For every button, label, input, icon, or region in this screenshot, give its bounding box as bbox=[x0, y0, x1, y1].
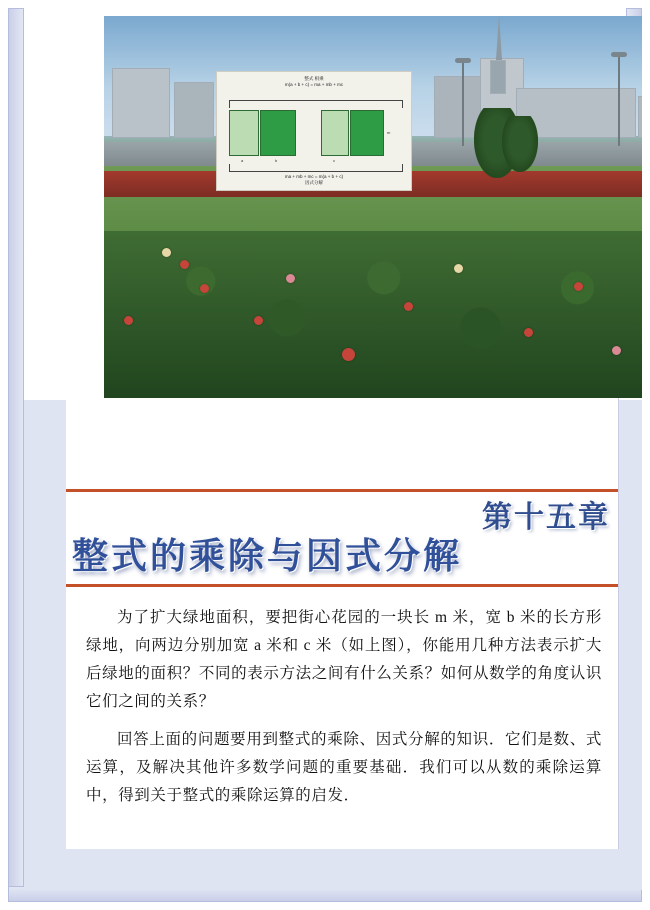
inset-caption-bottom-line2: 因式分解 bbox=[305, 179, 323, 185]
inset-label-c: c bbox=[333, 158, 335, 163]
header-photograph bbox=[104, 16, 642, 398]
photo-building bbox=[174, 82, 214, 138]
photo-rose bbox=[454, 264, 463, 273]
inset-caption-top-line2: m(a + b + c) = ma + mb + mc bbox=[284, 82, 344, 88]
heading-rule-bottom bbox=[66, 584, 618, 587]
inset-brace-bottom bbox=[229, 164, 403, 172]
body-text bbox=[86, 604, 602, 820]
inset-caption-top-line1: 整式 相乘 bbox=[304, 76, 324, 81]
inset-rectangles bbox=[229, 110, 401, 163]
photo-rose bbox=[342, 348, 355, 361]
inset-rect-c bbox=[321, 110, 349, 156]
photo-building bbox=[112, 68, 170, 138]
chapter-title: 整式的乘除与因式分解 bbox=[72, 535, 463, 576]
photo-street-lamp bbox=[618, 56, 620, 146]
inset-caption-bottom bbox=[217, 174, 411, 186]
photo-tree bbox=[502, 116, 538, 172]
photo-rose bbox=[254, 316, 263, 325]
photo-rose bbox=[574, 282, 583, 291]
photo-rose bbox=[180, 260, 189, 269]
paragraph-2: 回答上面的问题要用到整式的乘除、因式分解的知识．它们是数、式运算，及解决其他许多数学问题的重要基础．我们可以从数的乘除运算中，得到关于整式的乘除运算的启发． bbox=[86, 731, 602, 804]
inset-rect-a bbox=[229, 110, 259, 156]
inset-caption-bottom-line1: ma + mb + mc = m(a + b + c) bbox=[284, 173, 344, 179]
inset-rect-b bbox=[260, 110, 296, 156]
inset-diagram bbox=[216, 71, 412, 191]
photo-building bbox=[638, 96, 642, 138]
photo-street-lamp bbox=[462, 62, 464, 146]
photo-rose bbox=[200, 284, 209, 293]
photo-rose-bushes bbox=[104, 231, 642, 398]
inset-label-b: b bbox=[275, 158, 278, 163]
inset-rect-d bbox=[350, 110, 384, 156]
photo-rose bbox=[404, 302, 413, 311]
page-border-left bbox=[8, 8, 24, 902]
photo-rose bbox=[162, 248, 171, 257]
inset-label-a: a bbox=[241, 158, 244, 163]
inset-brace-top bbox=[229, 100, 403, 108]
photo-tower-spire bbox=[496, 16, 502, 60]
photo-rose bbox=[124, 316, 133, 325]
chapter-number: 第十五章 bbox=[482, 501, 610, 534]
paragraph-1: 为了扩大绿地面积，要把街心花园的一块长 m 米，宽 b 米的长方形绿地，向两边分别加宽 a 米和 c 米（如上图），你能用几种方法表示扩大后绿地的面积？不同的表示方法之间有什么关系？如何从数学的角度认识它们之间的关系？ bbox=[86, 609, 602, 710]
photo-rose bbox=[286, 274, 295, 283]
photo-rose bbox=[612, 346, 621, 355]
inset-label-m: m bbox=[387, 130, 391, 135]
inset-caption-top bbox=[217, 76, 411, 88]
photo-rose bbox=[524, 328, 533, 337]
photo-tower-body bbox=[490, 60, 506, 94]
